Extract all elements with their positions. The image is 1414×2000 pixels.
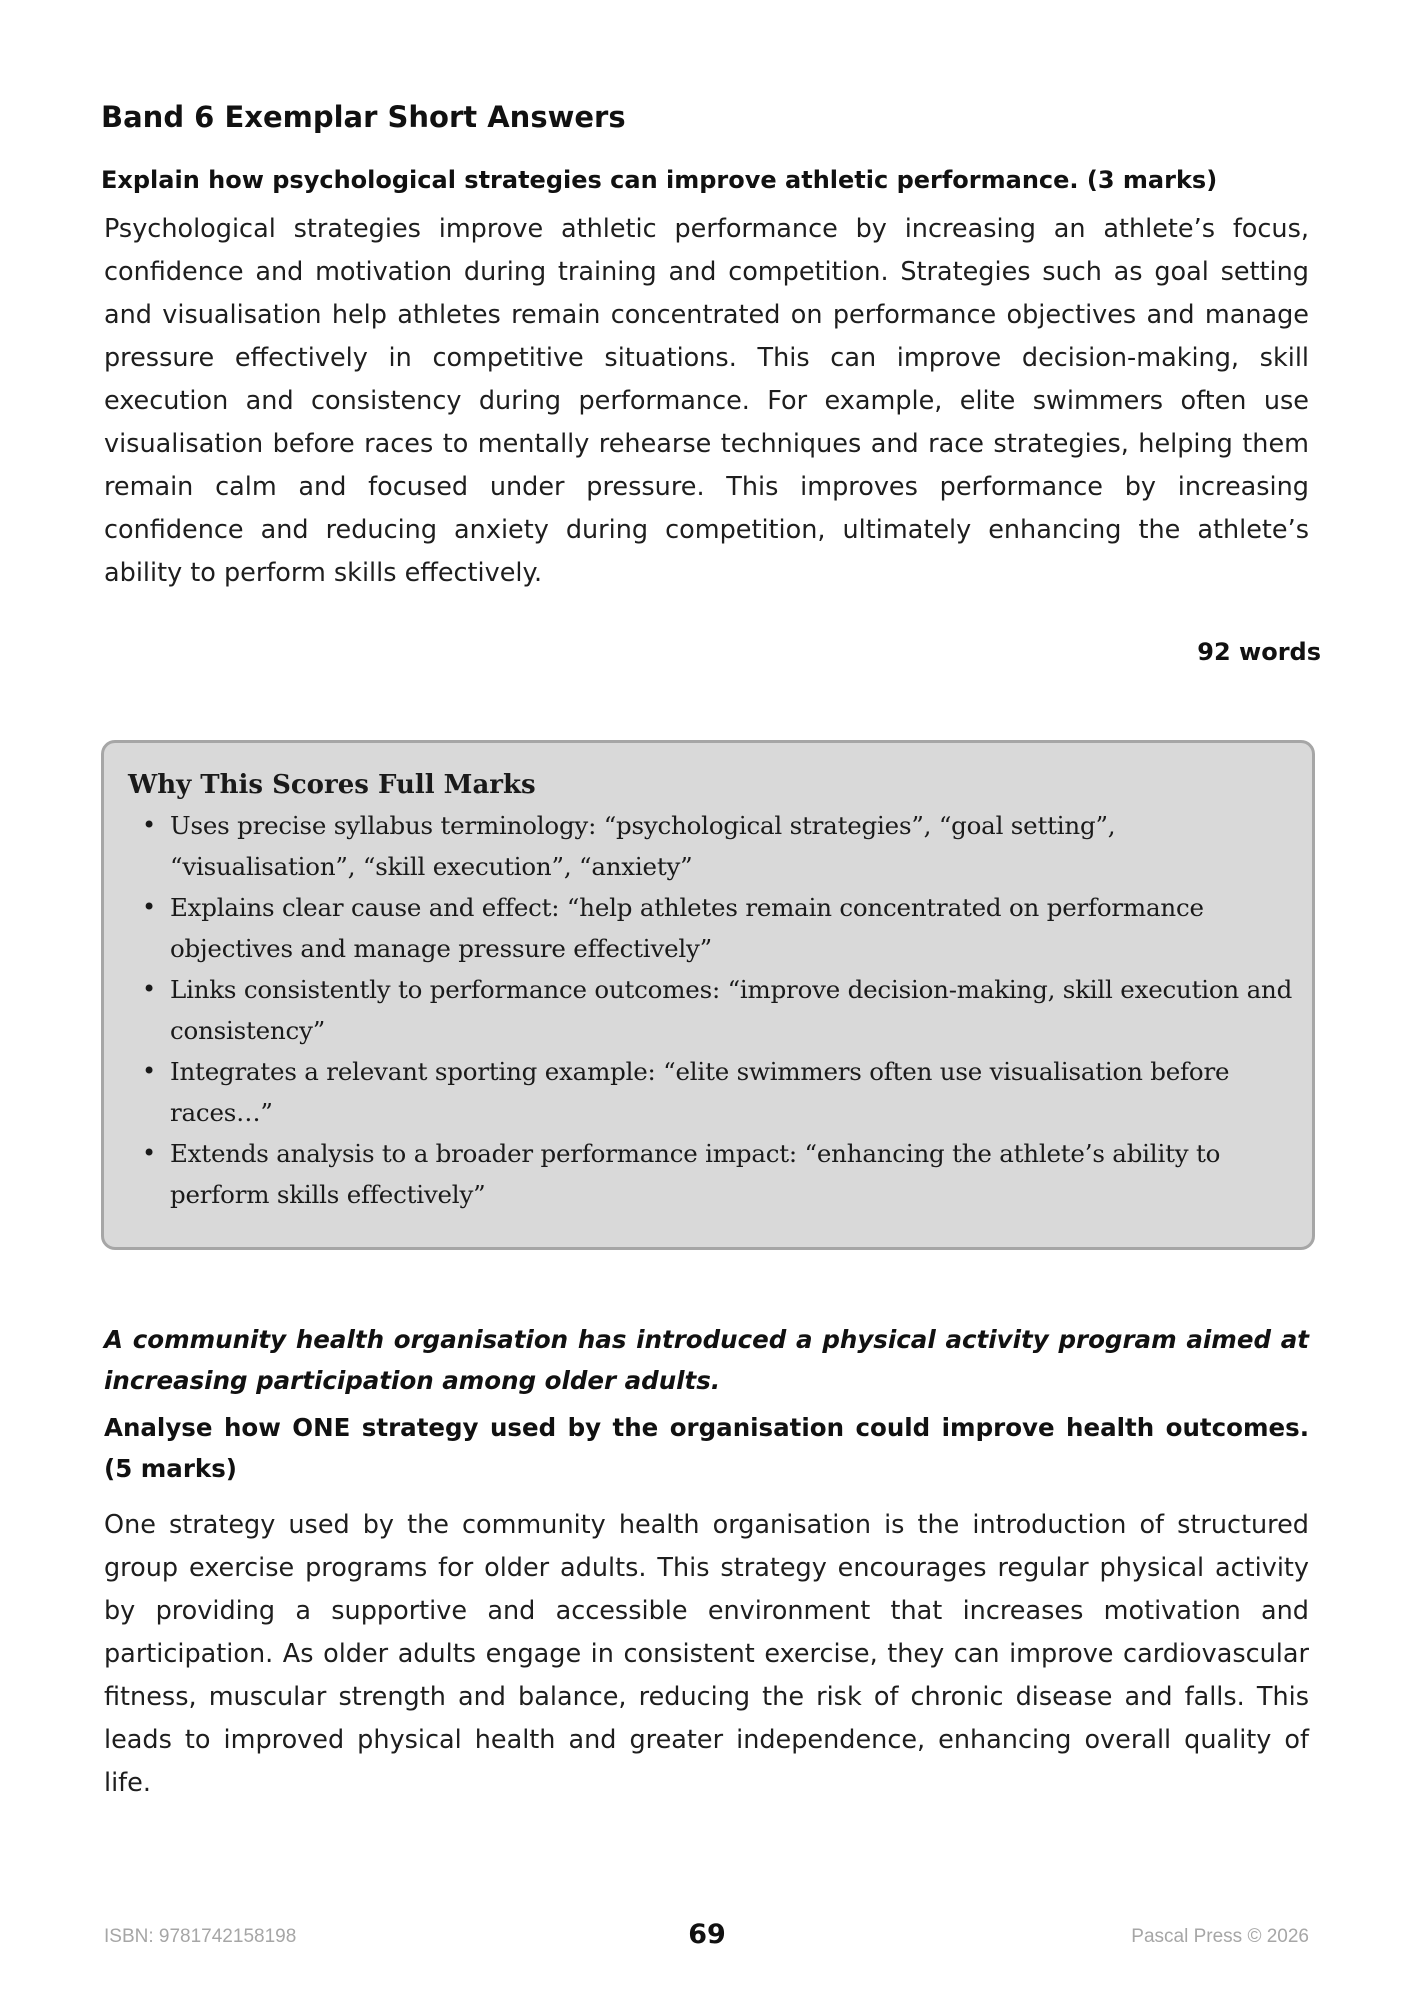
question-1-answer: Psychological strategies improve athletic performance by increasing an athlete’s focus, confidence and motivation during training and competition. Strategies such as goal setting and visualisation help athletes remain concentrated on performance objectives and manage pressure effectively in competitive situations. This can improve decision-making, skill execution and consistency during performance. For example, elite swimmers often use visualisation before races to mentally rehearse techniques and race strategies, helping them remain calm and focused under pressure. This improves performance by increasing confidence and reducing anxiety during competition, ultimately enhancing the athlete’s ability to perform skills effectively. (104, 214, 1309, 588)
question-2-scenario: A community health organisation has introduced a physical activity program aimed at increasing participation among older adults. (104, 1325, 1309, 1395)
question-1-prompt: Explain how psychological strategies can improve athletic performance. (3 marks) (101, 166, 1218, 194)
page-title: Band 6 Exemplar Short Answers (101, 100, 626, 134)
callout-list (128, 805, 1294, 1215)
callout-point: • Explains clear cause and effect: “help athletes remain concentrated on performance objectives and manage pressure effectively” (170, 887, 1294, 969)
callout-point: • Integrates a relevant sporting example: “elite swimmers often use visualisation before races…” (170, 1051, 1294, 1133)
page-number: 69 (688, 1919, 726, 1950)
callout-point: • Extends analysis to a broader performance impact: “enhancing the athlete’s ability to perform skills effectively” (170, 1133, 1294, 1215)
question-2-prompt: Analyse how ONE strategy used by the organisation could improve health outcomes. (5 marks) (104, 1413, 1309, 1483)
callout-point: • Links consistently to performance outcomes: “improve decision-making, skill execution and consistency” (170, 969, 1294, 1051)
callout-heading: Why This Scores Full Marks (128, 770, 536, 800)
callout-point: • Uses precise syllabus terminology: “psychological strategies”, “goal setting”, “visualisation”, “skill execution”, “anxiety” (170, 805, 1294, 887)
question-2-answer: One strategy used by the community health organisation is the introduction of structured group exercise programs for older adults. This strategy encourages regular physical activity by providing a supportive and accessible environment that increases motivation and participation. As older adults engage in consistent exercise, they can improve cardiovascular fitness, muscular strength and balance, reducing the risk of chronic disease and falls. This leads to improved physical health and greater independence, enhancing overall quality of life. (104, 1510, 1309, 1798)
full-marks-callout (101, 740, 1315, 1250)
isbn-footer: ISBN: 9781742158198 (104, 1926, 297, 1947)
word-count: 92 words (1197, 638, 1321, 666)
publisher-footer: Pascal Press © 2026 (1131, 1926, 1309, 1947)
